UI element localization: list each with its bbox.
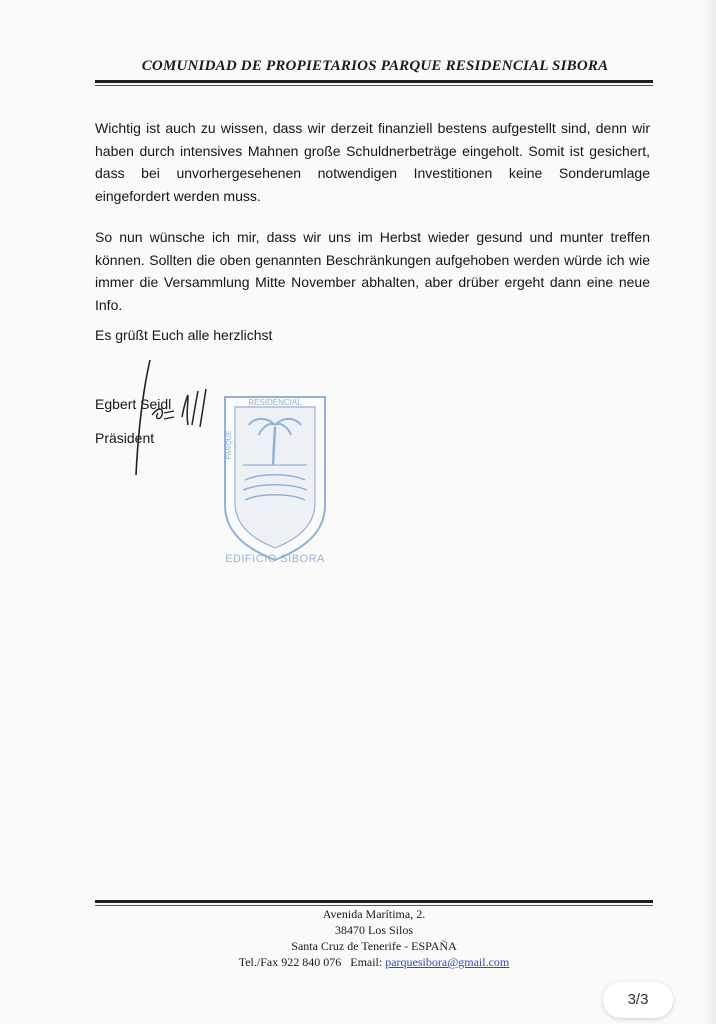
- body-paragraph-2: So nun wünsche ich mir, dass wir uns im Herbst wieder gesund und munter treffen können. Sollten die oben genannten Beschränkungen aufgehoben werden würde ich wie immer die Versammlung Mitte November abhalten, aber drüber ergeht dann eine neue Info.: [95, 229, 650, 313]
- letterhead-footer: [95, 906, 653, 970]
- svg-text:RESIDENCIAL: RESIDENCIAL: [248, 398, 302, 407]
- footer-address-line-1: Avenida Marítima, 2.: [322, 907, 426, 921]
- footer-address-line-2: 38470 Los Silos: [334, 923, 413, 937]
- signatory-name: Egbert Seidl: [95, 396, 172, 412]
- closing-line: Es grüßt Euch alle herzlichst: [95, 327, 273, 343]
- footer-contact-line: [95, 954, 653, 970]
- footer-address-line-3: Santa Cruz de Tenerife - ESPAÑA: [291, 939, 457, 953]
- footer-email-label: Email:: [350, 955, 383, 969]
- body-paragraph-1: Wichtig ist auch zu wissen, dass wir derzeit finanziell bestens aufgestellt sind, denn wir haben durch intensives Mahnen große Schuldnerbeträge eingeholt. Somit ist gesichert, dass bei unvorhergesehenen notwendigen Investitionen keine Sonderumlage eingefordert werden muss.: [95, 120, 650, 204]
- svg-text:PARQUE: PARQUE: [226, 430, 233, 460]
- header-rule-thin: [95, 85, 653, 86]
- footer-rule: [95, 900, 653, 903]
- footer-phone: Tel./Fax 922 840 076: [238, 955, 342, 969]
- header-rule: [95, 80, 653, 83]
- community-seal-stamp: [205, 385, 345, 575]
- page-edge-shadow: [702, 0, 716, 1024]
- footer-email-link[interactable]: parquesibora@gmail.com: [385, 955, 510, 969]
- page-indicator: 3/3: [603, 982, 673, 1018]
- letterhead-title: COMUNIDAD DE PROPIETARIOS PARQUE RESIDENCIAL SIBORA: [141, 58, 609, 74]
- signatory-role: Präsident: [95, 430, 155, 446]
- stamp-label: EDIFICIO SIBORA: [225, 553, 325, 565]
